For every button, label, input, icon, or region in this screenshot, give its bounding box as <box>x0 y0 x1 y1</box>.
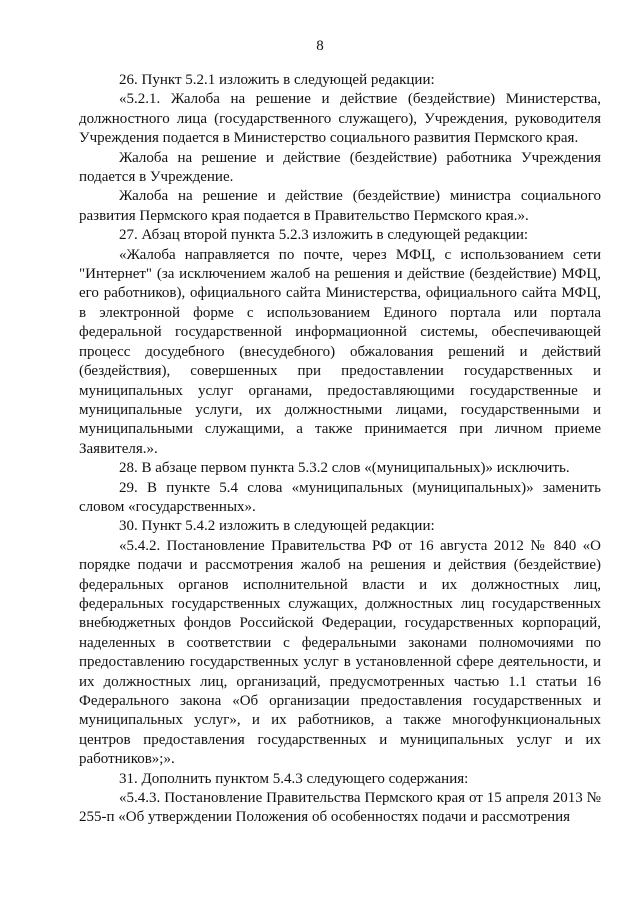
paragraph-item-27: 27. Абзац второй пункта 5.2.3 изложить в следующей редакции: <box>119 227 529 244</box>
paragraph-5-2-1-worker: Жалоба на решение и действие (бездействие) работника Учреждения подается в Учреждение. <box>79 149 601 186</box>
paragraph-5-4-3-quote: «5.4.3. Постановление Правительства Пермского края от 15 апреля 2013 № 255-п «Об утверждении Положения об особенностях подачи и рассмотрения <box>79 790 601 826</box>
paragraph-5-2-1-minister: Жалоба на решение и действие (бездействие) министра социального развития Пермского края подается в Правительство Пермского края.». <box>79 188 601 224</box>
paragraph-item-30: 30. Пункт 5.4.2 изложить в следующей редакции: <box>119 518 435 535</box>
document-body <box>79 71 601 828</box>
paragraph-item-26: 26. Пункт 5.2.1 изложить в следующей редакции: <box>119 72 435 88</box>
paragraph-5-2-1-quote: «5.2.1. Жалоба на решение и действие (бездействие) Министерства, должностного лица (государственного служащего), Учреждения, руководителя Учреждения подается в Министерство социального развития Пермского края. <box>79 91 601 147</box>
paragraph-item-31: 31. Дополнить пунктом 5.4.3 следующего содержания: <box>119 770 469 787</box>
paragraph-5-4-2-quote: «5.4.2. Постановление Правительства РФ от 16 августа 2012 № 840 «О порядке подачи и рассмотрения жалоб на решения и действия (бездействие) федеральных органов исполнительной власти и их должностных лиц, федеральных государственных служащих, должностных лиц государственных внебюджетных фондов Российской Федерации, государственных корпораций, наделенных в соответствии с федеральными законами полномочиями по предоставлению государственных услуг в установленной сфере деятельности, и их должностных лиц, организаций, предусмотренных частью 1.1 статьи 16 Федерального закона «Об организации предоставления государственных и муниципальных услуг», и их работников, а также многофункциональных центров предоставления государственных и муниципальных услуг и их работников»;». <box>79 537 601 768</box>
page-number: 8 <box>316 38 324 54</box>
paragraph-item-29: 29. В пункте 5.4 слова «муниципальных (муниципальных)» заменить словом «государственных». <box>79 479 601 515</box>
paragraph-item-28: 28. В абзаце первом пункта 5.3.2 слов «(муниципальных)» исключить. <box>119 460 570 477</box>
paragraph-5-2-3-quote: «Жалоба направляется по почте, через МФЦ, с использованием сети "Интернет" (за исключением жалоб на решения и действие (бездействие) МФЦ, его работников), официального сайта Министерства, официального сайта МФЦ, в электронной форме с использованием Единого портала или портала федеральной государственной информационной системы, обеспечивающей процесс досудебного (внесудебного) обжалования решений и действий (бездействия), совершенных при предоставлении государственных и муниципальных услуг органами, предоставляющими государственные и муниципальные услуги, их должностными лицами, государственными и муниципальными служащими, а также принимается при личном приеме Заявителя.». <box>79 246 601 457</box>
